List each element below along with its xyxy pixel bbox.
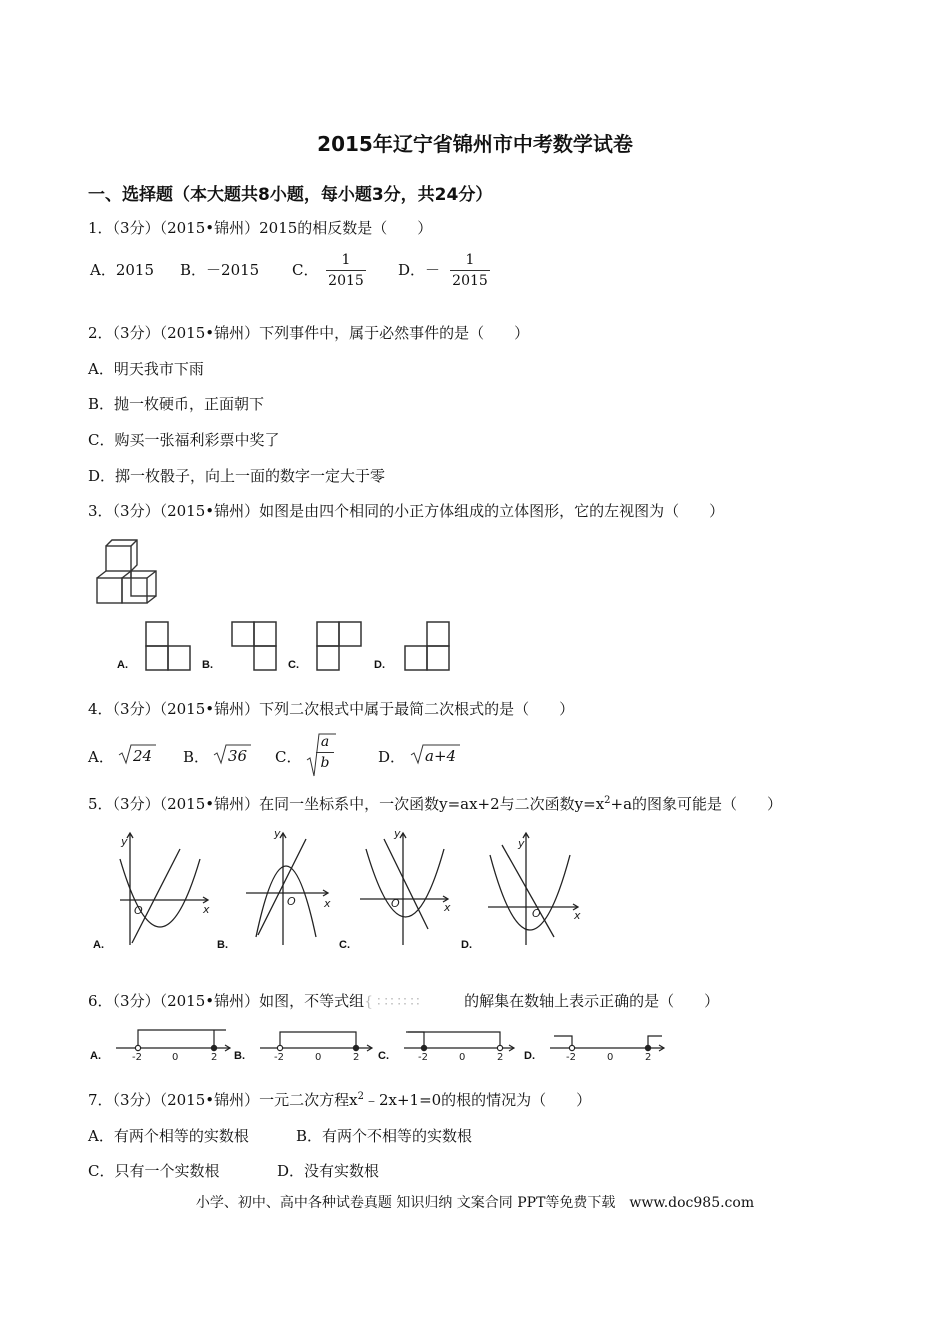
q2-option-a: A．明天我市下雨 xyxy=(88,360,204,378)
q5-b-y-axis-label: y xyxy=(274,827,281,840)
q1-option-d-fraction xyxy=(450,252,490,289)
q7-stem-text: 7．（3分）（2015•锦州）一元二次方程x xyxy=(88,1091,358,1109)
q5-c-y-axis-label: y xyxy=(394,827,401,840)
q6-d-tick-neg2: -2 xyxy=(566,1052,576,1063)
question-6-stem xyxy=(88,990,719,1011)
q5-graphs-figure xyxy=(88,825,588,955)
q1-option-b: B．－2015 xyxy=(180,261,260,279)
q5-a-origin-label: O xyxy=(134,904,143,917)
q6-label-b: B. xyxy=(234,1050,245,1062)
q3-label-b: B. xyxy=(202,659,213,671)
q3-cube-figure xyxy=(90,538,170,610)
q6-c-tick-2: 2 xyxy=(497,1052,504,1063)
q6-b-tick-neg2: -2 xyxy=(274,1052,284,1063)
q5-c-x-axis-label: x xyxy=(444,901,451,914)
fraction-numerator: a xyxy=(316,734,334,753)
q6-number-lines-figure xyxy=(110,1024,670,1064)
q6-b-tick-0: 0 xyxy=(315,1052,322,1063)
question-7-stem xyxy=(88,1089,591,1110)
q5-b-x-axis-label: x xyxy=(324,897,331,910)
q6-stem-text-end: 的解集在数轴上表示正确的是（ ） xyxy=(464,992,720,1010)
q6-inequality-system-image: {∶∷∷∷ xyxy=(364,994,424,1010)
fraction-numerator: 1 xyxy=(450,252,490,271)
q6-d-tick-0: 0 xyxy=(607,1052,614,1063)
q5-label-d: D. xyxy=(461,939,472,951)
q6-label-a: A. xyxy=(90,1050,101,1062)
q4-option-c-fraction xyxy=(316,734,334,771)
q5-d-x-axis-label: x xyxy=(574,909,581,922)
q6-label-c: C. xyxy=(378,1050,389,1062)
page-title: 2015年辽宁省锦州市中考数学试卷 xyxy=(317,132,633,156)
q5-c-origin-label: O xyxy=(391,897,400,910)
q7-option-c: C．只有一个实数根 xyxy=(88,1162,220,1180)
q5-d-y-axis-label: y xyxy=(518,837,525,850)
q6-d-tick-2: 2 xyxy=(645,1052,652,1063)
q6-a-tick-0: 0 xyxy=(172,1052,179,1063)
question-5-stem xyxy=(88,793,782,814)
q7-option-d: D．没有实数根 xyxy=(277,1162,380,1180)
section-heading: 一、选择题（本大题共8小题，每小题3分，共24分） xyxy=(88,185,493,205)
q6-a-tick-neg2: -2 xyxy=(132,1052,142,1063)
q6-c-tick-neg2: -2 xyxy=(418,1052,428,1063)
fraction-denominator: 2015 xyxy=(328,273,364,289)
q5-label-c: C. xyxy=(339,939,350,951)
q5-stem-text: 5．（3分）（2015•锦州）在同一坐标系中，一次函数y=ax+2与二次函数y=x xyxy=(88,795,605,813)
q4-option-d-label: D． xyxy=(378,748,406,766)
q7-option-b: B．有两个不相等的实数根 xyxy=(296,1127,473,1145)
q2-option-b: B．抛一枚硬币，正面朝下 xyxy=(88,395,265,413)
q5-a-x-axis-label: x xyxy=(203,903,210,916)
q3-label-c: C. xyxy=(288,659,299,671)
q4-option-a-label: A． xyxy=(88,748,114,766)
q5-label-b: B. xyxy=(217,939,228,951)
q1-option-d-label: D．－ xyxy=(398,261,441,279)
q2-option-c: C．购买一张福利彩票中奖了 xyxy=(88,431,280,449)
q3-label-d: D. xyxy=(374,659,385,671)
fraction-denominator: 2015 xyxy=(452,273,488,289)
q5-d-origin-label: O xyxy=(532,907,541,920)
q6-c-tick-0: 0 xyxy=(459,1052,466,1063)
fraction-denominator: b xyxy=(320,755,330,771)
q4-option-a-value: 24 xyxy=(133,747,153,765)
q4-option-d-value: a+4 xyxy=(425,747,457,765)
q5-label-a: A. xyxy=(93,939,104,951)
q4-option-c-label: C． xyxy=(275,748,302,766)
q7-stem-text-end: ﹣2x+1=0的根的情况为（ ） xyxy=(363,1091,592,1109)
q5-exponent: 2 xyxy=(604,795,611,806)
question-3-stem: 3．（3分）（2015•锦州）如图是由四个相同的小正方体组成的立体图形，它的左视图为（ ） xyxy=(88,502,725,520)
q6-a-tick-2: 2 xyxy=(211,1052,218,1063)
q5-b-origin-label: O xyxy=(287,895,296,908)
q7-option-a: A．有两个相等的实数根 xyxy=(88,1127,249,1145)
q1-option-c-fraction xyxy=(326,252,366,289)
q2-option-d: D．掷一枚骰子，向上一面的数字一定大于零 xyxy=(88,467,386,485)
q6-stem-text: 6．（3分）（2015•锦州）如图，不等式组 xyxy=(88,992,365,1010)
q3-label-a: A. xyxy=(117,659,128,671)
q6-b-tick-2: 2 xyxy=(353,1052,360,1063)
q4-option-b-value: 36 xyxy=(228,747,248,765)
q7-exponent: 2 xyxy=(357,1091,364,1102)
q6-label-d: D. xyxy=(524,1050,535,1062)
q5-a-y-axis-label: y xyxy=(121,835,128,848)
question-1-stem: 1．（3分）（2015•锦州）2015的相反数是（ ） xyxy=(88,219,433,237)
question-4-stem: 4．（3分）（2015•锦州）下列二次根式中属于最简二次根式的是（ ） xyxy=(88,700,575,718)
q5-stem-text-end: +a的图象可能是（ ） xyxy=(610,795,783,813)
q4-option-b-label: B． xyxy=(183,748,210,766)
q1-option-c-label: C． xyxy=(292,261,319,279)
q1-option-a: A．2015 xyxy=(90,261,155,279)
page-footer: 小学、初中、高中各种试卷真题 知识归纳 文案合同 PPT等免费下载 www.doc985.com xyxy=(195,1195,755,1211)
question-2-stem: 2．（3分）（2015•锦州）下列事件中，属于必然事件的是（ ） xyxy=(88,324,530,342)
fraction-numerator: 1 xyxy=(326,252,366,271)
